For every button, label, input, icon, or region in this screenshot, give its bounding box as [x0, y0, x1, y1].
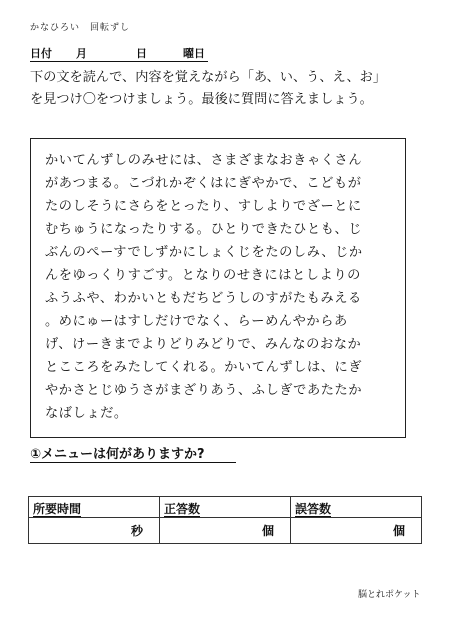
score-header-time: 所要時間	[29, 497, 160, 518]
passage-line: げ、けーきまでよりどりみどりで、みんなのおなか	[45, 337, 362, 352]
passage-box	[30, 138, 406, 438]
score-cell-wrong[interactable]: 個	[291, 518, 422, 544]
footer-brand: 脳とれポケット	[358, 590, 421, 600]
worksheet-title: かなひろい 回転ずし	[30, 23, 131, 33]
score-cell-time[interactable]: 秒	[29, 518, 160, 544]
score-table	[28, 496, 422, 544]
passage-line: たのしそうにさらをとったり、すしよりでざーとに	[45, 199, 362, 214]
day-label: 日	[136, 47, 147, 60]
passage-line: ぶんのぺーすでしずかにしょくじをたのしみ、じか	[45, 245, 363, 260]
score-header-correct: 正答数	[160, 497, 291, 518]
passage-line: むちゅうになったりする。ひとりできたひとも、じ	[45, 222, 363, 237]
passage-line: とこころをみたしてくれる。かいてんずしは、にぎ	[45, 360, 363, 375]
passage-line: かいてんずしのみせには、さまざまなおきゃくさん	[45, 153, 363, 168]
instructions	[30, 67, 430, 111]
passage-line: んをゆっくりすごす。となりのせきにはとしよりの	[45, 268, 361, 283]
passage-line: ふうふや、わかいともだちどうしのすがたもみえる	[45, 291, 362, 306]
passage-line: やかさとじゆうさがまざりあう、ふしぎであたたか	[45, 383, 363, 398]
date-label: 日付	[30, 47, 52, 60]
passage-line: 。めにゅーはすしだけでなく、らーめんやからあ	[45, 314, 348, 329]
score-cell-correct[interactable]: 個	[160, 518, 291, 544]
date-row	[30, 45, 208, 62]
score-header-wrong: 誤答数	[291, 497, 422, 518]
question-underline	[30, 462, 236, 463]
month-label: 月	[76, 47, 87, 60]
instruction-line: を見つけ〇をつけましょう。最後に質問に答えましょう。	[30, 92, 373, 107]
question-1: ①メニューは何がありますか?	[30, 447, 205, 462]
weekday-label: 曜日	[183, 47, 205, 60]
passage-line: があつまる。こづれかぞくはにぎやかで、こどもが	[45, 176, 362, 191]
instruction-line: 下の文を読んで、内容を覚えながら「あ、い、う、え、お」	[30, 70, 387, 85]
passage-line: なばしょだ。	[45, 406, 128, 421]
